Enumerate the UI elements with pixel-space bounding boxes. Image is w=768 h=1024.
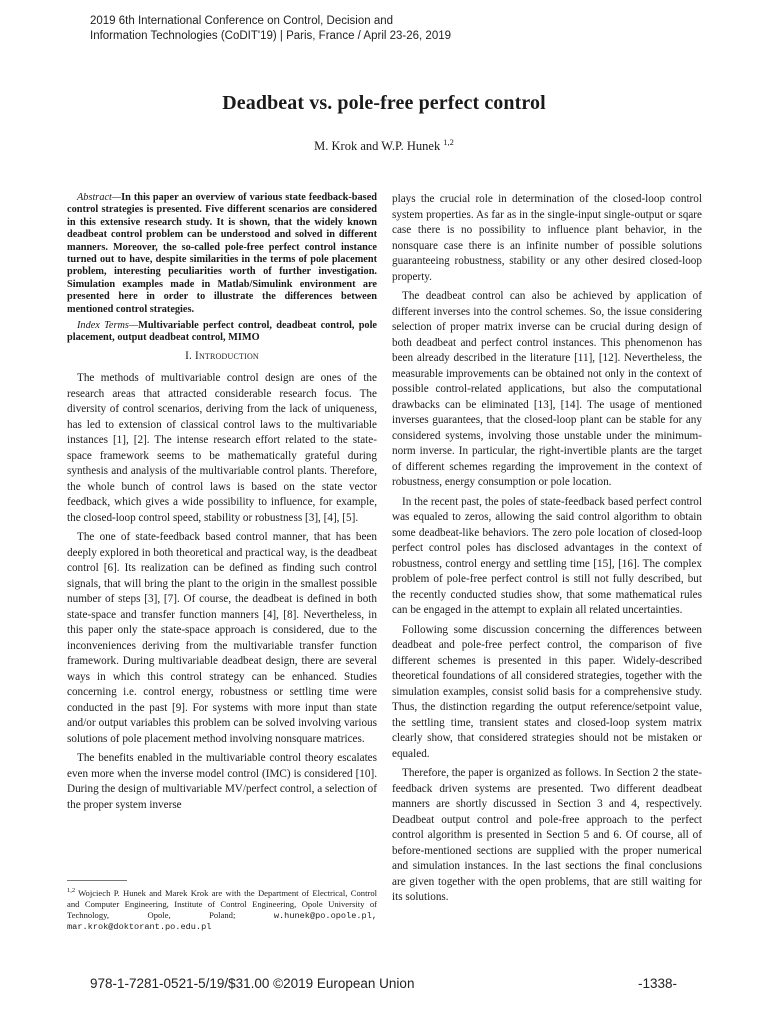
index-terms-text: Multivariable perfect control, deadbeat control, pole placement, output deadbeat control, MIMO: [67, 320, 378, 344]
body-paragraph: The deadbeat control can also be achieved by application of different inverses into the control schemes. So, the issue considering selection of proper matrix inverse can be crucial during design of both deadbeat and perfect control instances. This phenomenon has been already described in the literature [11], [12]. Nevertheless, the measurable improvements can be obtained not only in the context of possible control-related applications, but also the computational drawbacks can be eliminated [13], [14]. The usage of mentioned inverses guarantees, that the closed-loop plant can be stable for any considered systems, involving those unstable under the minimum-norm inverse. In particular, the right-invertible plants are the target of different schemes regarding the improvement in the context of robustness, energy consumption or pole location.: [392, 290, 702, 488]
body-paragraph: plays the crucial role in determination of the closed-loop control system properties. As far as in the single-input single-output or sqare case there is no possibility to influence plant behavior, in the nonsquare case there is an infinite number of possible solutions guaranteeing robustness, stability or any other desired closed-loop property.: [392, 193, 702, 283]
author-names: M. Krok and W.P. Hunek: [314, 139, 441, 153]
abstract-label: Abstract: [77, 192, 112, 203]
conference-line-2: Information Technologies (CoDIT'19) | Paris, France / April 23-26, 2019: [90, 30, 452, 42]
footer-page-number: -1338-: [638, 976, 678, 991]
author-affiliation-marks: 1,2: [443, 137, 454, 147]
body-paragraph: Following some discussion concerning the differences between deadbeat and pole-free perfect control, the comparison of five different schemes is presented in this paper. Widely-described theoretical foundations of all considered strategies, together with the simulation examples, consist solid basis for a comprehensive study. Thus, the distinction regarding the output reference/setpoint value, the settling time, transient states and closed-loop system matrix clearly show, that considered strategies should not be mistaken or equaled.: [392, 623, 702, 760]
conference-header: [90, 14, 610, 44]
index-terms-label: Index Terms: [77, 320, 129, 332]
footnote-rule: [67, 880, 127, 881]
conference-line-1: 2019 6th International Conference on Control, Decision and: [90, 15, 394, 27]
footnote-email-1: w.hunek@po.opole.pl,: [273, 910, 377, 921]
body-paragraph: The methods of multivariable control design are ones of the research areas that attracted considerable research focus. The diversity of control scenarios, deriving from the lack of uniqueness, has led to extension of classical control laws to the multivariable instances [1], [2]. The intense research effort related to the state-space framework seems to be mathematically grateful during synthesis and analysis of the multivariable control plants. Therefore, the whole bunch of control laws is based on the state vector feedback, which gives a wide possibility to influence, for example, the closed-loop control speed, stability or robustness [3], [4], [5].: [67, 372, 377, 524]
index-terms: Index Terms—Multivariable perfect control, deadbeat control, pole placement, output deadbeat control, MIMO: [67, 320, 378, 344]
paper-authors: [0, 137, 768, 154]
body-paragraph: The one of state-feedback based control manner, that has been deeply explored in both theoretical and practical way, is the deadbeat control [6]. Its realization can be defined as finding such control signals, that will bring the plant to the origin in the smallest possible number of steps [3], [7]. Of course, the deadbeat is defined in both state-space and transfer function manners [4], [8]. Nevertheless, in this paper only the state-space approach is considered, due to the inconveniences deriving from the multivariable transfer function framework. During multivariable deadbeat design, there are several ways in which this control strategy can be enhanced. Studies concerning i.e. control energy, robustness or settling time were conducted in the past [9]. For systems with more input than state and/or output variables this problem can be solved involving various solutions of pole placement method involving nonsquare matrices.: [67, 531, 377, 745]
footnote-email-2: mar.krok@doktorant.po.edu.pl: [67, 922, 212, 933]
body-paragraph: Therefore, the paper is organized as follows. In Section 2 the state-feedback driven systems are presented. Two different deadbeat manners are shortly discussed in Section 3 and 4, respectively. Deadbeat output control and pole-free approach to the perfect control algorithm is presented in Section 5 and 6. Of course, all of before-mentioned sections are supplied with the proper numerical and simulation instances. In the last sections the final conclusions are given together with the open problems, that are still waiting for its solutions.: [392, 767, 702, 903]
right-column: [392, 192, 702, 910]
section-title: Introduction: [195, 349, 259, 362]
abstract: Abstract—In this paper an overview of various state feedback-based control strategies is presented. Five different scenarios are considered in this extensive research study. It is shown, that the widely known deadbeat control problem can be understood and solved in different manners. Moreover, the so-called pole-free perfect control instance turned out to have, despite similarities in the terms of pole placement problem, interesting peculiarities worth of further investigation. Simulation examples made in Matlab/Simulink environment are presented here in order to illustrate the differences between mentioned control strategies.: [67, 192, 377, 315]
body-paragraph: The benefits enabled in the multivariable control theory escalates even more when the inverse model control (IMC) is considered [10]. During the design of multivariable MV/perfect control, a selection of the proper system inverse: [67, 752, 377, 811]
section-heading-introduction: [67, 349, 377, 365]
footnote-text: Wojciech P. Hunek and Marek Krok are with the Department of Electrical, Control and Computer Engineering, Institute of Control Engineering, Opole University of Technology, Opole, Poland;: [67, 888, 377, 920]
left-column: [67, 192, 377, 817]
footnote-marks: 1,2: [67, 887, 76, 894]
paper-title: Deadbeat vs. pole-free perfect control: [222, 92, 546, 114]
section-number: I.: [185, 349, 193, 362]
body-paragraph: In the recent past, the poles of state-feedback based perfect control was equaled to zeros, allowing the said control algorithm to obtain some deadbeat-like behaviors. The zero pole location of closed-loop perfect control poles has disclosed advantages in the context of robustness, control energy and settling time [15], [16]. The complex problem of pole-free perfect control is still not fully described, but the recently conducted studies show, that some mathematical rules can be engaged in the attempt to explain all related uncertainties.: [392, 495, 702, 616]
author-footnote: [67, 886, 377, 933]
abstract-text: In this paper an overview of various state feedback-based control strategies is presented. Five different scenarios are considered in this extensive research study. It is shown, that the widely known deadbeat control problem can be understood and solved in different manners. Moreover, the so-called pole-free perfect control instance turned out to have, despite similarities in the terms of pole placement problem, interesting peculiarities worth of further investigation. Simulation examples made in Matlab/Simulink environment are presented here in order to illustrate the differences between mentioned control strategies.: [67, 192, 377, 315]
footer-isbn-copyright: 978-1-7281-0521-5/19/$31.00 ©2019 European Union: [90, 976, 415, 991]
